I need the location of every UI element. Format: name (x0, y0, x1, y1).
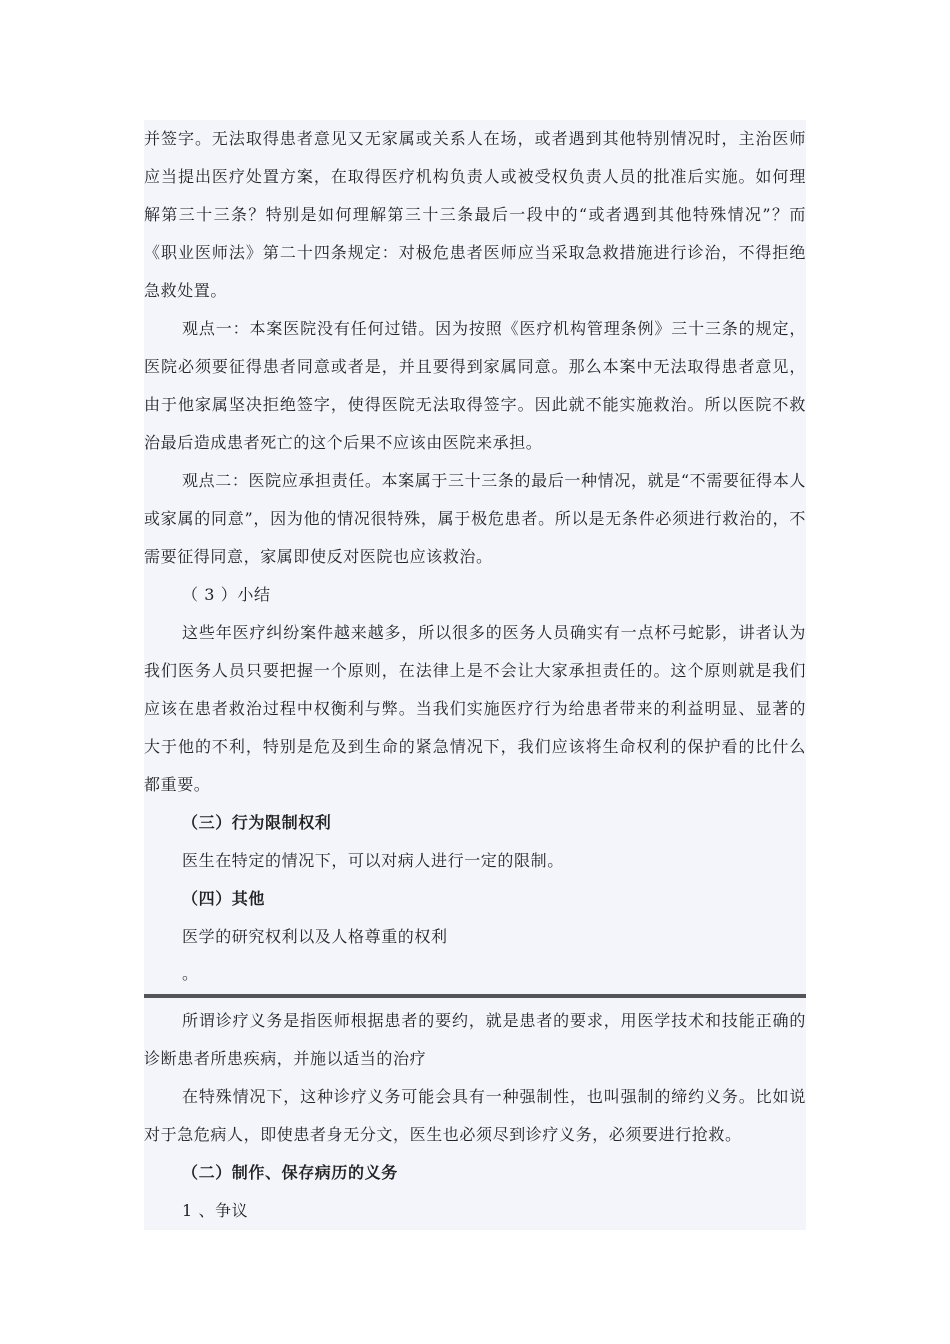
heading-other: （四）其他 (182, 889, 266, 908)
heading-behavior-restriction: （三）行为限制权利 (182, 813, 332, 832)
section-divider (144, 994, 806, 998)
subheading-summary: （ 3 ）小结 (182, 585, 271, 604)
paragraph-restriction: 医生在特定的情况下，可以对病人进行一定的限制。 (182, 851, 564, 870)
paragraph-period: 。 (182, 964, 199, 983)
heading-medical-records: （二）制作、保存病历的义务 (182, 1163, 398, 1182)
paragraph-article-33: 并签字。无法取得患者意见又无家属或关系人在场，或者遇到其他特别情况时，主治医师应当提出医疗处置方案，在取得医疗机构负责人或被受权负责人员的批准后实施。如何理解第三十三条？特别是如何理解第三十三条最后一段中的“或者遇到其他特殊情况”？而《职业医师法》第二十四条规定：对极危患者医师应当采取急救措施进行诊治，不得拒绝急救处置。 (144, 129, 806, 300)
subheading-dispute: 1 、争议 (182, 1201, 249, 1220)
paragraph-summary: 这些年医疗纠纷案件越来越多，所以很多的医务人员确实有一点杯弓蛇影，讲者认为我们医务人员只要把握一个原则，在法律上是不会让大家承担责任的。这个原则就是我们应该在患者救治过程中权衡利与弊。当我们实施医疗行为给患者带来的利益明显、显著的大于他的不利，特别是危及到生命的紧急情况下，我们应该将生命权利的保护看的比什么都重要。 (144, 623, 806, 794)
document-body (144, 120, 806, 1230)
paragraph-diagnosis-duty: 所谓诊疗义务是指医师根据患者的要约，就是患者的要求，用医学技术和技能正确的诊断患者所患疾病，并施以适当的治疗 (144, 1011, 806, 1068)
paragraph-mandatory-duty: 在特殊情况下，这种诊疗义务可能会具有一种强制性，也叫强制的缔约义务。比如说对于急危病人，即使患者身无分文，医生也必须尽到诊疗义务，必须要进行抢救。 (144, 1087, 806, 1144)
paragraph-research-rights: 医学的研究权利以及人格尊重的权利 (182, 927, 448, 946)
paragraph-viewpoint-two: 观点二：医院应承担责任。本案属于三十三条的最后一种情况，就是“不需要征得本人或家属的同意”，因为他的情况很特殊，属于极危患者。所以是无条件必须进行救治的，不需要征得同意，家属即使反对医院也应该救治。 (144, 471, 806, 566)
paragraph-viewpoint-one: 观点一：本案医院没有任何过错。因为按照《医疗机构管理条例》三十三条的规定，医院必须要征得患者同意或者是，并且要得到家属同意。那么本案中无法取得患者意见，由于他家属坚决拒绝签字，使得医院无法取得签字。因此就不能实施救治。所以医院不救治最后造成患者死亡的这个后果不应该由医院来承担。 (144, 319, 806, 452)
